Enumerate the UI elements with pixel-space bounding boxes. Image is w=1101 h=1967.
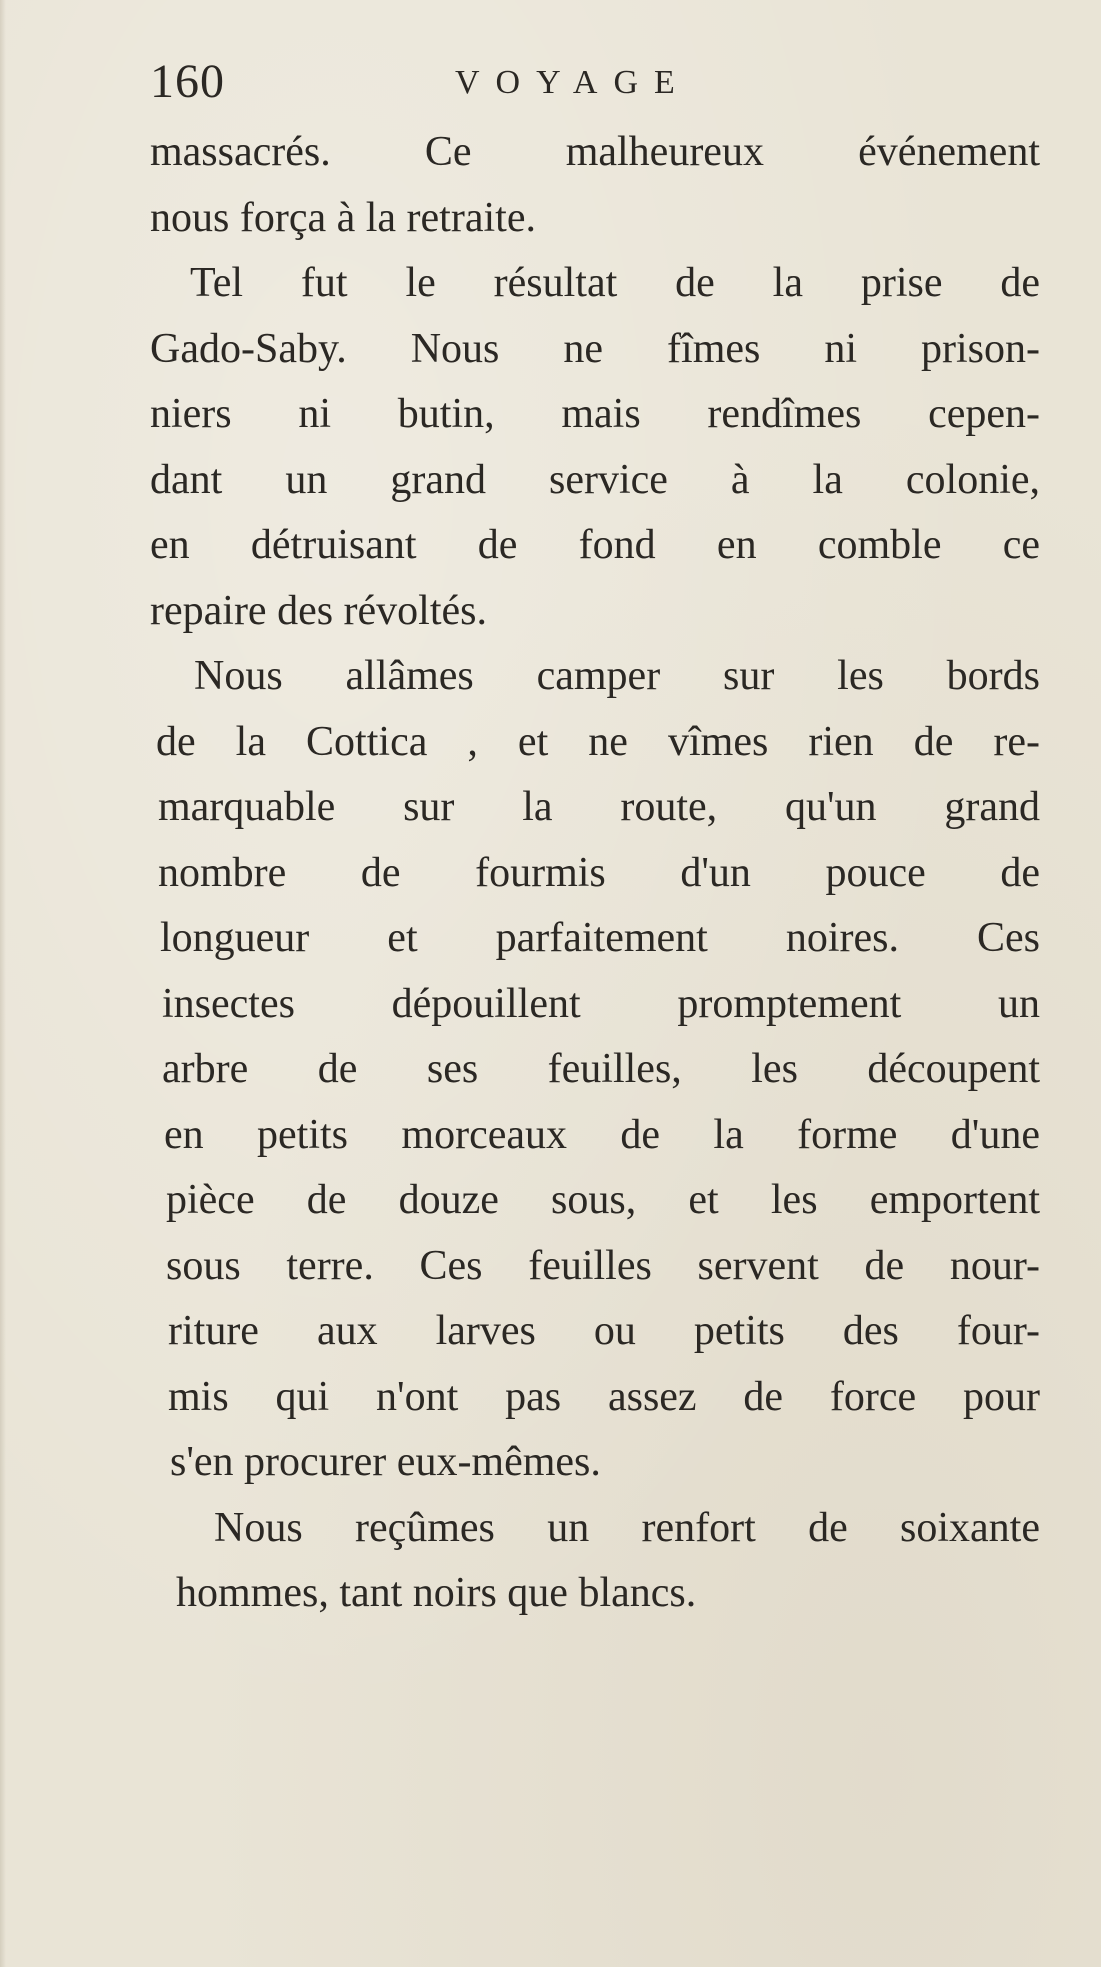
text-line: hommes, tant noirs que blancs. — [176, 1570, 697, 1616]
text-line: s'en procurer eux-mêmes. — [170, 1439, 601, 1485]
text-line: insectes dépouillent promptement un — [162, 980, 1040, 1027]
paragraph-start-line: Nous allâmes camper sur les bords — [194, 653, 1040, 699]
paragraph-start-line: Nous reçûmes un renfort de soixante — [214, 1504, 1040, 1551]
text-line: sous terre. Ces feuilles servent de nour- — [166, 1242, 1040, 1289]
paragraph-start-line: Tel fut le résultat de la prise de — [190, 260, 1040, 306]
text-line: nous força à la retraite. — [150, 194, 536, 241]
text-line: repaire des révoltés. — [150, 587, 488, 634]
page-edge-shadow — [0, 0, 6, 1967]
running-title: VOYAGE — [455, 64, 691, 101]
text-line: arbre de ses feuilles, les découpent — [162, 1046, 1040, 1092]
text-line: de la Cottica , et ne vîmes rien de re- — [156, 718, 1040, 765]
text-line: en petits morceaux de la forme d'une — [164, 1111, 1040, 1158]
text-line: niers ni butin, mais rendîmes cepen- — [150, 391, 1040, 437]
text-line: dant un grand service à la colonie, — [150, 456, 1040, 503]
body-text — [150, 120, 1040, 1627]
text-line: marquable sur la route, qu'un grand — [158, 784, 1040, 830]
text-line: pièce de douze sous, et les emportent — [166, 1177, 1040, 1223]
text-line: en détruisant de fond en comble ce — [150, 522, 1040, 568]
text-line: longueur et parfaitement noires. Ces — [160, 915, 1040, 961]
page-header — [150, 52, 1030, 112]
text-line: Gado-Saby. Nous ne fîmes ni prison- — [150, 325, 1040, 372]
page-number: 160 — [150, 55, 225, 108]
text-line: nombre de fourmis d'un pouce de — [158, 849, 1040, 896]
text-line: massacrés. Ce malheureux événement — [150, 129, 1040, 175]
text-line: riture aux larves ou petits des four- — [168, 1308, 1040, 1354]
text-line: mis qui n'ont pas assez de force pour — [168, 1373, 1040, 1420]
